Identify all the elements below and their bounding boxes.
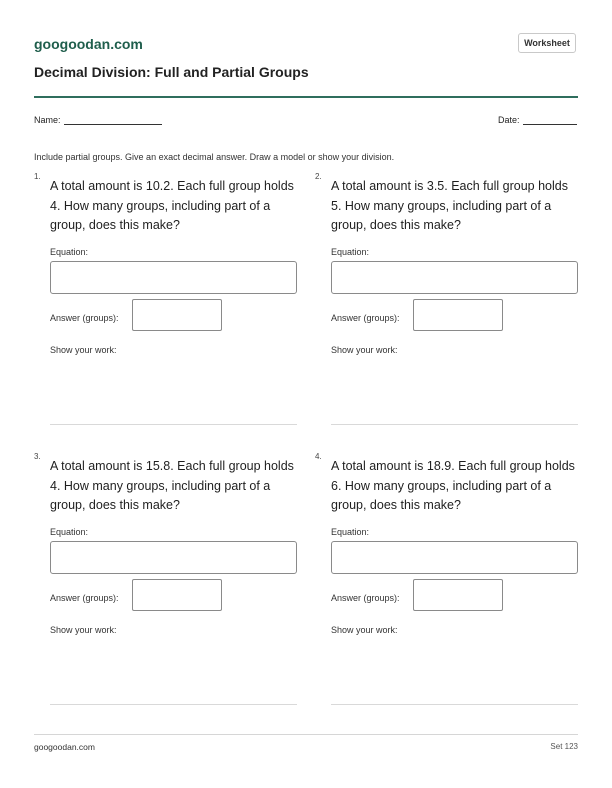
equation-label: Equation:	[50, 527, 89, 537]
work-area-line	[50, 424, 297, 425]
work-label: Show your work:	[50, 345, 117, 355]
problem-question: A total amount is 18.9. Each full group holds 6. How many groups, including part of a group, does this make?	[331, 459, 575, 512]
equation-input[interactable]	[331, 541, 578, 574]
page-title: Decimal Division: Full and Partial Groups	[34, 64, 309, 80]
work-label: Show your work:	[331, 625, 398, 635]
instructions-text: Include partial groups. Give an exact decimal answer. Draw a model or show your division.	[34, 152, 395, 162]
name-blank-line[interactable]	[64, 114, 162, 125]
answer-label: Answer (groups):	[331, 313, 400, 323]
date-field-row	[498, 114, 577, 125]
equation-input[interactable]	[50, 261, 297, 294]
problem-number: 4.	[315, 452, 322, 461]
answer-label: Answer (groups):	[50, 593, 119, 603]
date-label: Date:	[498, 115, 520, 125]
footer-set-label: Set 123	[550, 742, 578, 751]
work-area-line	[331, 704, 578, 705]
worksheet-badge: Worksheet	[518, 33, 576, 53]
problem-number: 3.	[34, 452, 41, 461]
equation-label: Equation:	[50, 247, 89, 257]
equation-label: Equation:	[331, 527, 370, 537]
answer-input[interactable]	[132, 579, 222, 611]
problem-number: 2.	[315, 172, 322, 181]
answer-label: Answer (groups):	[50, 313, 119, 323]
problem-question: A total amount is 10.2. Each full group holds 4. How many groups, including part of a group, does this make?	[50, 179, 294, 232]
footer-divider	[34, 734, 578, 735]
name-field-row	[34, 114, 162, 125]
answer-input[interactable]	[132, 299, 222, 331]
work-label: Show your work:	[331, 345, 398, 355]
header-divider	[34, 96, 578, 98]
footer-site: googoodan.com	[34, 742, 95, 752]
problem-card-1	[34, 172, 297, 439]
answer-label: Answer (groups):	[331, 593, 400, 603]
problem-card-2	[315, 172, 578, 439]
work-label: Show your work:	[50, 625, 117, 635]
equation-input[interactable]	[50, 541, 297, 574]
work-area-line	[50, 704, 297, 705]
equation-label: Equation:	[331, 247, 370, 257]
work-area-line	[331, 424, 578, 425]
problem-question: A total amount is 3.5. Each full group holds 5. How many groups, including part of a group, does this make?	[331, 179, 568, 232]
date-blank-line[interactable]	[523, 114, 577, 125]
name-label: Name:	[34, 115, 61, 125]
brand-logo-text: googoodan.com	[34, 36, 143, 52]
answer-input[interactable]	[413, 299, 503, 331]
problem-question: A total amount is 15.8. Each full group holds 4. How many groups, including part of a group, does this make?	[50, 459, 294, 512]
equation-input[interactable]	[331, 261, 578, 294]
problem-card-4	[315, 452, 578, 719]
problem-card-3	[34, 452, 297, 719]
problem-number: 1.	[34, 172, 41, 181]
answer-input[interactable]	[413, 579, 503, 611]
